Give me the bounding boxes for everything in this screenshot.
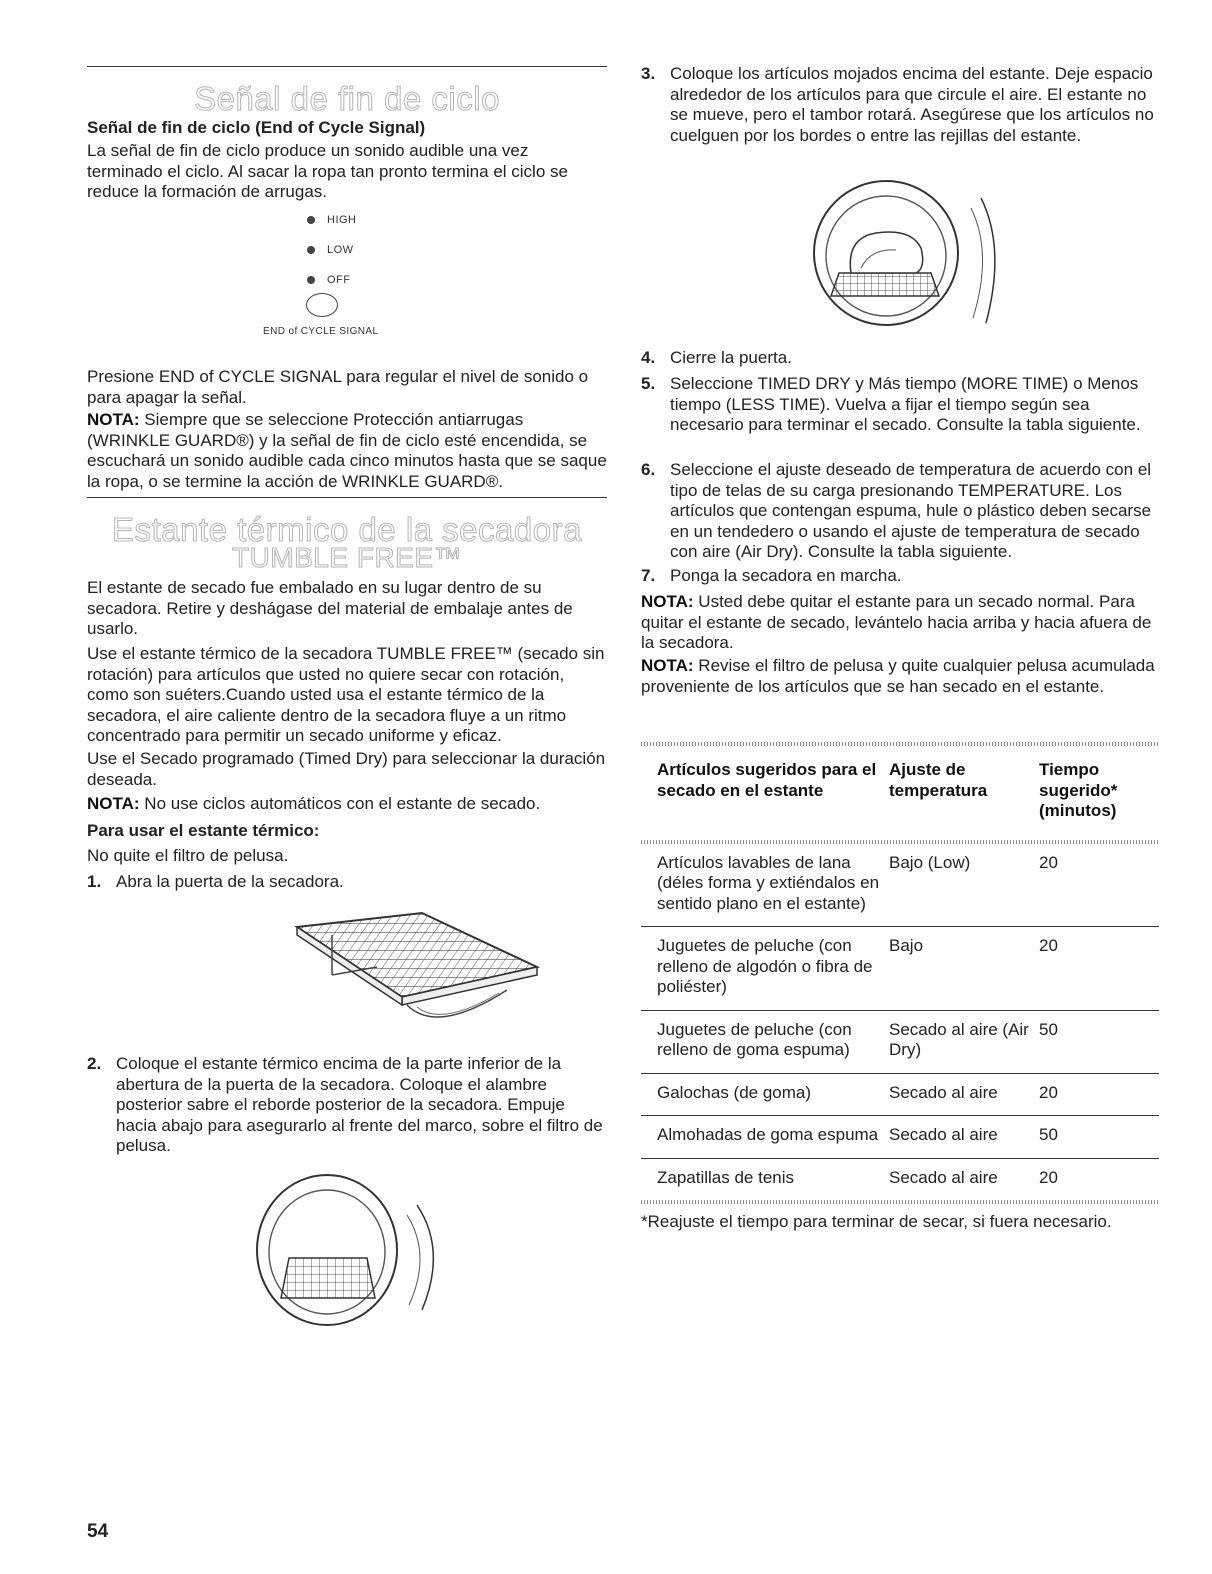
step-6 — [641, 460, 1159, 563]
table-row — [641, 844, 1159, 927]
cell-temperature: Secado al aire — [889, 1073, 1039, 1116]
cell-article: Juguetes de peluche (con relleno de algodón o fibra de poliéster) — [641, 927, 889, 1011]
table-row — [641, 1073, 1159, 1116]
cell-time: 50 — [1039, 1010, 1159, 1073]
cell-temperature: Secado al aire — [889, 1116, 1039, 1159]
note-paragraph — [641, 656, 1159, 697]
cell-time: 20 — [1039, 1073, 1159, 1116]
cell-temperature: Bajo — [889, 927, 1039, 1011]
table-row — [641, 927, 1159, 1011]
step-7 — [641, 566, 1159, 587]
paragraph: Use el estante térmico de la secadora TUMBLE FREE™ (secado sin rotación) para artículos que usted no quiere secar con rotación, como son suéters.Cuando usted usa el estante térmico de la secadora, el aire caliente dentro de la secadora fluye a un ritmo concentrado para permitir un secado uniforme y eficaz. — [87, 644, 605, 745]
dial-label: END of CYCLE SIGNAL — [263, 326, 379, 337]
note-label: NOTA: — [641, 656, 694, 675]
step-5 — [641, 374, 1159, 436]
cell-time: 20 — [1039, 927, 1159, 1011]
header-time: Tiempo sugerido* (minutos) — [1039, 760, 1118, 820]
cell-time: 20 — [1039, 1167, 1058, 1187]
step-text: Ponga la secadora en marcha. — [670, 566, 902, 585]
table-row — [641, 1158, 1159, 1200]
section-ghost-title: Señal de fin de ciclo — [194, 80, 500, 117]
paragraph: No quite el filtro de pelusa. — [87, 846, 289, 865]
cell-article: Almohadas de goma espuma — [641, 1116, 889, 1159]
table-footnote: *Reajuste el tiempo para terminar de secar, si fuera necesario. — [641, 1212, 1112, 1231]
note-label: NOTA: — [87, 410, 140, 429]
step-3 — [641, 64, 1159, 146]
step-number: 1. — [87, 872, 102, 891]
step-number: 3. — [641, 64, 656, 83]
dial-option-high: HIGH — [307, 214, 357, 226]
section-divider — [87, 497, 607, 498]
dot-icon — [307, 246, 315, 254]
step-4 — [641, 348, 1159, 369]
note-text: No use ciclos automáticos con el estante de secado. — [139, 794, 541, 813]
note-label: NOTA: — [641, 592, 694, 611]
table-row — [641, 1116, 1159, 1159]
table-header-row — [641, 746, 1159, 840]
drying-rack-illustration — [237, 905, 547, 1040]
items-on-rack-illustration — [801, 178, 1011, 333]
header-articles: Artículos sugeridos para el secado en el estante — [657, 760, 877, 800]
dial-option-off: OFF — [307, 274, 351, 286]
dryer-with-rack-illustration — [247, 1170, 447, 1330]
note-text: Usted debe quitar el estante para un secado normal. Para quitar el estante de secado, levántelo hacia arriba y hacia afuera de la secadora. — [641, 592, 1152, 652]
dial-option-low: LOW — [307, 244, 354, 256]
step-2 — [87, 1054, 607, 1157]
step-number: 6. — [641, 460, 656, 479]
step-1 — [87, 872, 607, 893]
subheading: Para usar el estante térmico: — [87, 821, 320, 840]
step-text: Cierre la puerta. — [670, 348, 792, 367]
step-text: Seleccione TIMED DRY y Más tiempo (MORE TIME) o Menos tiempo (LESS TIME). Vuelva a fijar el tiempo según sea necesario para terminar el secado. Consulte la tabla siguiente. — [670, 374, 1141, 434]
step-text: Seleccione el ajuste deseado de temperatura de acuerdo con el tipo de telas de su carga presionando TEMPERATURE. Los artículos que contengan espuma, hule o plástico deben secarse en un tendedero o usando el ajuste de temperatura de secado con aire (Air Dry). Consulte la tabla siguiente. — [670, 460, 1152, 561]
step-number: 2. — [87, 1054, 102, 1073]
step-text: Coloque los artículos mojados encima del estante. Deje espacio alrededor de los artículos para que circule el aire. El estante no se mueve, pero el tambor rotará. Asegúrese que los artículos no cuelguen por los bordes o entre las rejillas del estante. — [670, 64, 1154, 145]
paragraph: Use el Secado programado (Timed Dry) para seleccionar la duración deseada. — [87, 749, 606, 789]
table-row — [641, 1010, 1159, 1073]
cell-time: 50 — [1039, 1116, 1159, 1159]
section-ghost-title: Estante térmico de la secadora — [112, 511, 582, 548]
cell-article: Galochas (de goma) — [641, 1073, 889, 1116]
section-divider — [87, 66, 607, 67]
note-paragraph — [641, 592, 1159, 654]
cell-temperature: Secado al aire (Air Dry) — [889, 1010, 1039, 1073]
section-heading: Señal de fin de ciclo (End of Cycle Signal) — [87, 118, 426, 137]
page-number: 54 — [87, 1521, 109, 1542]
table-bottom-border — [641, 1200, 1159, 1204]
step-text: Abra la puerta de la secadora. — [116, 872, 344, 891]
cell-time: 20 — [1039, 844, 1159, 927]
intro-paragraph: La señal de fin de ciclo produce un sonido audible una vez terminado el ciclo. Al sacar la ropa tan pronto termina el ciclo se reduce la formación de arrugas. — [87, 141, 568, 201]
note-paragraph — [87, 410, 607, 492]
press-instruction: Presione END of CYCLE SIGNAL para regular el nivel de sonido o para apagar la señal. — [87, 367, 589, 407]
step-number: 4. — [641, 348, 656, 367]
dot-icon — [307, 216, 315, 224]
cell-article: Juguetes de peluche (con relleno de goma espuma) — [641, 1010, 889, 1073]
paragraph: El estante de secado fue embalado en su lugar dentro de su secadora. Retire y deshágase del material de embalaje antes de usarlo. — [87, 578, 573, 638]
header-temperature: Ajuste de temperatura — [889, 760, 988, 800]
cell-temperature: Bajo (Low) — [889, 844, 1039, 927]
step-number: 7. — [641, 566, 656, 585]
note-paragraph — [87, 794, 607, 815]
section-ghost-subtitle: TUMBLE FREE™ — [231, 542, 463, 573]
note-label: NOTA: — [87, 794, 140, 813]
step-number: 5. — [641, 374, 656, 393]
cell-temperature: Secado al aire — [889, 1167, 998, 1187]
cell-article: Artículos lavables de lana (déles forma y extiéndalos en sentido plano en el estante) — [641, 844, 889, 927]
step-text: Coloque el estante térmico encima de la parte inferior de la abertura de la puerta de la secadora. Coloque el alambre posterior sabre el reborde posterior de la secadora. Empuje hacia abajo para asegurarlo al frente del marco, sobre el filtro de pelusa. — [116, 1054, 603, 1155]
cell-article: Zapatillas de tenis — [657, 1167, 795, 1187]
drying-table — [641, 746, 1159, 1204]
knob-icon — [306, 293, 338, 317]
note-text: Siempre que se seleccione Protección antiarrugas (WRINKLE GUARD®) y la señal de fin de ciclo esté encendida, se escuchará un sonido audible cada cinco minutos hasta que se saque la ropa, o se termine la acción de WRINKLE GUARD®. — [87, 410, 607, 491]
drying-table-wrapper — [641, 742, 1159, 1233]
note-text: Revise el filtro de pelusa y quite cualquier pelusa acumulada proveniente de los artículos que se han secado en el estante. — [641, 656, 1155, 696]
dot-icon — [307, 276, 315, 284]
